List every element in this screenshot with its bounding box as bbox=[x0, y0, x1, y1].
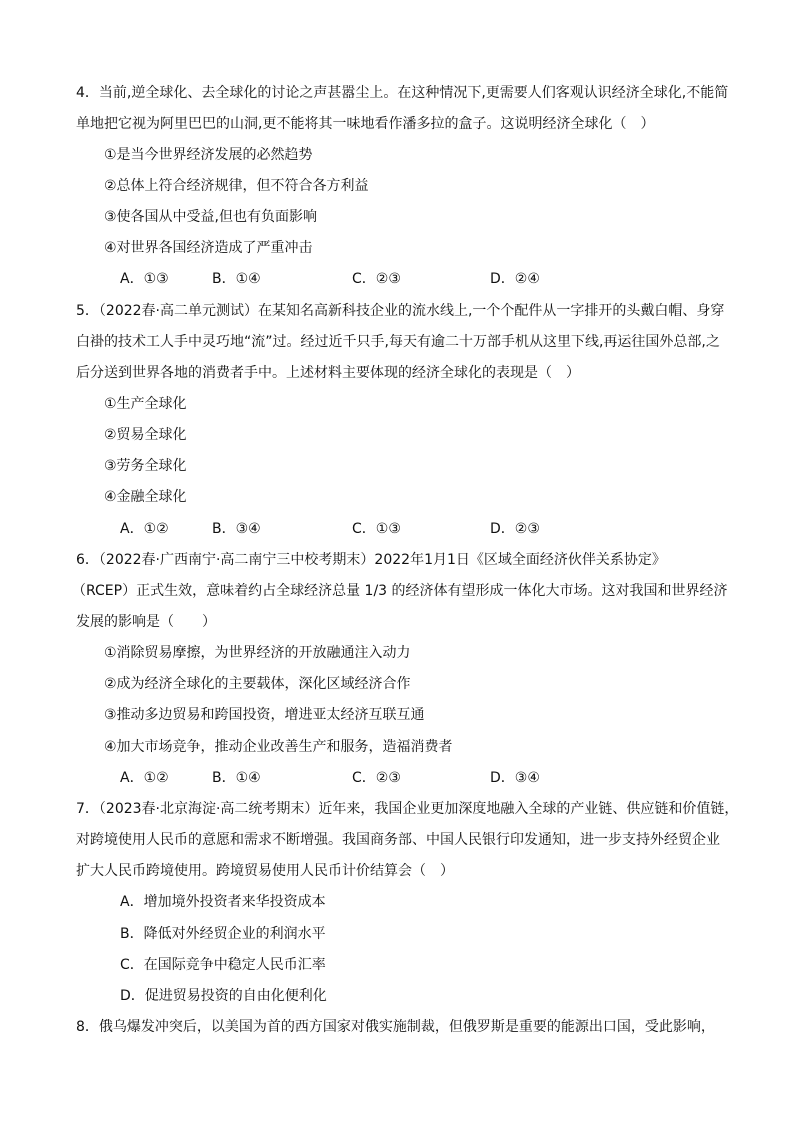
answer-choice-d: D．②③ bbox=[490, 521, 540, 537]
option-item: ②贸易全球化 bbox=[104, 427, 187, 443]
option-item: ③劳务全球化 bbox=[104, 458, 187, 474]
option-item: ②成为经济全球化的主要载体，深化区域经济合作 bbox=[104, 676, 411, 692]
question-stem-line: 后分送到世界各地的消费者手中。上述材料主要体现的经济全球化的表现是（ ） bbox=[76, 365, 580, 381]
answer-choice-d: D．促进贸易投资的自由化便利化 bbox=[120, 988, 327, 1004]
option-item: ①是当今世界经济发展的必然趋势 bbox=[104, 147, 313, 163]
answer-choice-d: D．②④ bbox=[490, 271, 540, 287]
answer-choice-c: C．在国际竞争中稳定人民币汇率 bbox=[120, 957, 326, 973]
question-stem-line: 8．俄乌爆发冲突后，以美国为首的西方国家对俄实施制裁，但俄罗斯是重要的能源出口国，受此影响， bbox=[76, 1019, 715, 1035]
answer-choice-c: C．②③ bbox=[352, 770, 401, 786]
answer-choice-c: C．②③ bbox=[352, 271, 401, 287]
option-item: ③使各国从中受益,但也有负面影响 bbox=[104, 209, 318, 225]
answer-choice-b: B．①④ bbox=[212, 770, 261, 786]
question-stem-line: 扩大人民币跨境使用。跨境贸易使用人民币计价结算会（ ） bbox=[76, 863, 454, 879]
answer-choice-a: A．①③ bbox=[120, 271, 169, 287]
option-item: ①消除贸易摩擦，为世界经济的开放融通注入动力 bbox=[104, 645, 411, 661]
answer-choice-b: B．①④ bbox=[212, 271, 261, 287]
answer-choice-c: C．①③ bbox=[352, 521, 401, 537]
question-stem-line: 发展的影响是（ ） bbox=[76, 614, 216, 630]
answer-choice-d: D．③④ bbox=[490, 770, 540, 786]
question-stem-line: 对跨境使用人民币的意愿和需求不断增强。我国商务部、中国人民银行印发通知，进一步支持外经贸企业 bbox=[76, 832, 720, 848]
answer-choice-b: B．降低对外经贸企业的利润水平 bbox=[120, 926, 326, 942]
question-stem-line: 7．（2023春·北京海淀·高二统考期末）近年来，我国企业更加深度地融入全球的产业链、供应链和价值链， bbox=[76, 801, 739, 817]
answer-choice-b: B．③④ bbox=[212, 521, 261, 537]
question-stem-line: 4．当前,逆全球化、去全球化的讨论之声甚嚣尘上。在这种情况下,更需要人们客观认识经济全球化,不能简 bbox=[76, 85, 729, 101]
question-stem-line: 单地把它视为阿里巴巴的山洞,更不能将其一味地看作潘多拉的盒子。这说明经济全球化（ ） bbox=[76, 116, 655, 132]
question-stem-line: 6．（2022春·广西南宁·高二南宁三中校考期末）2022年1月1日《区域全面经济伙伴关系协定》 bbox=[76, 552, 666, 568]
answer-choice-a: A．①② bbox=[120, 521, 169, 537]
option-item: ②总体上符合经济规律，但不符合各方利益 bbox=[104, 178, 369, 194]
question-stem-line: （RCEP）正式生效，意味着约占全球经济总量 1/3 的经济体有望形成一体化大市场。这对我国和世界经济 bbox=[72, 583, 728, 599]
option-item: ③推动多边贸易和跨国投资，增进亚太经济互联互通 bbox=[104, 707, 425, 723]
question-stem-line: 5．（2022春·高二单元测试）在某知名高新科技企业的流水线上,一个个配件从一字排开的头戴白帽、身穿 bbox=[76, 303, 725, 319]
question-stem-line: 白褂的技术工人手中灵巧地“流”过。经过近千只手,每天有逾二十万部手机从这里下线,再运往国外总部,之 bbox=[76, 334, 720, 350]
option-item: ④加大市场竞争，推动企业改善生产和服务，造福消费者 bbox=[104, 739, 453, 755]
option-item: ④金融全球化 bbox=[104, 489, 187, 505]
answer-choice-a: A．增加境外投资者来华投资成本 bbox=[120, 894, 326, 910]
option-item: ④对世界各国经济造成了严重冲击 bbox=[104, 240, 313, 256]
answer-choice-a: A．①② bbox=[120, 770, 169, 786]
option-item: ①生产全球化 bbox=[104, 396, 187, 412]
